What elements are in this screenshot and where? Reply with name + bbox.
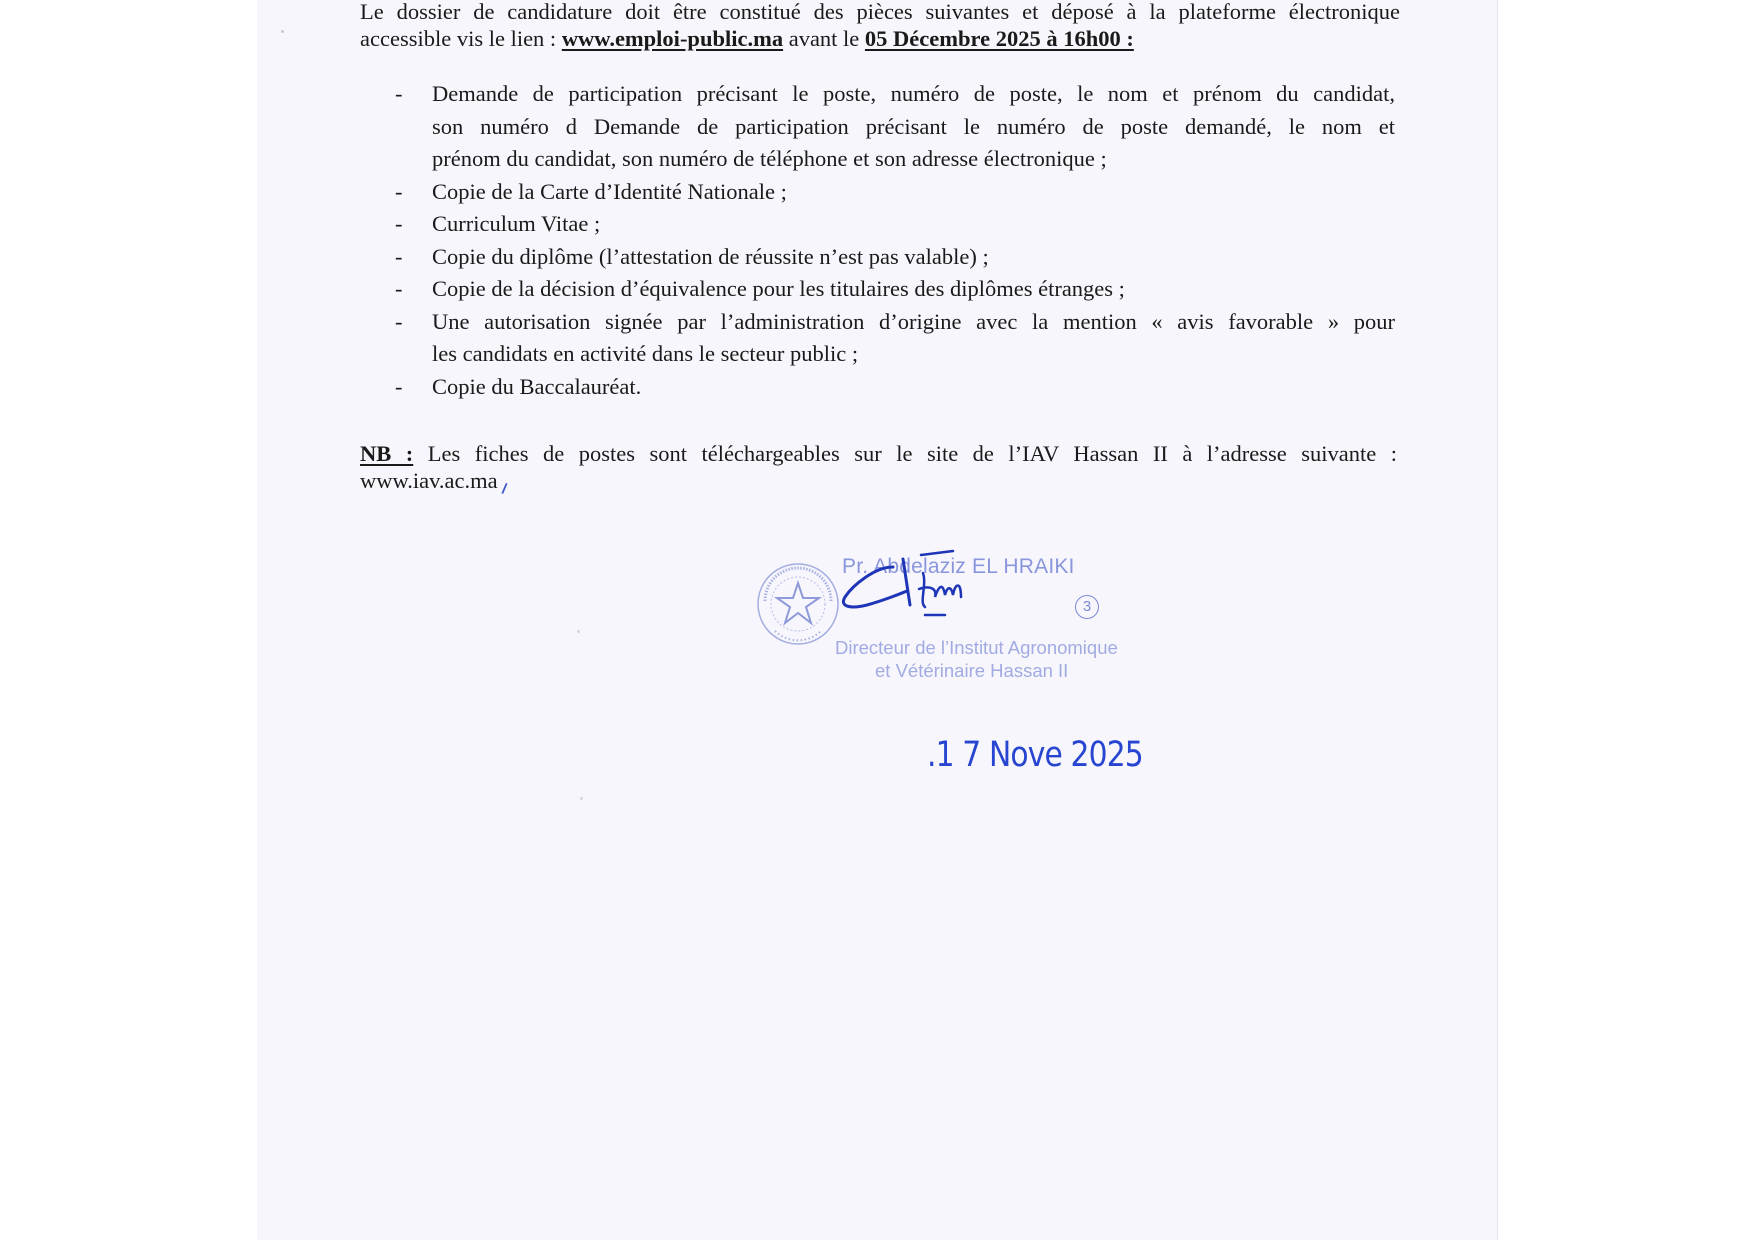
document-page bbox=[257, 0, 1498, 1240]
list-item-text: Curriculum Vitae ; bbox=[432, 211, 601, 236]
list-item-text: Copie du diplôme (l’attestation de réussite n’est pas valable) ; bbox=[432, 243, 989, 269]
list-item bbox=[395, 371, 1395, 404]
list-item-line: prénom du candidat, son numéro de téléphone et son adresse électronique ; bbox=[432, 146, 1107, 171]
handwritten-mark: ı bbox=[499, 474, 510, 500]
emploi-public-link[interactable]: www.emploi-public.ma bbox=[561, 26, 784, 51]
list-item bbox=[395, 208, 1395, 241]
number-badge: 3 bbox=[1075, 595, 1099, 619]
nb-label: NB : bbox=[360, 441, 414, 466]
scan-speck bbox=[580, 797, 583, 800]
list-item-line: les candidats en activité dans le secteur public ; bbox=[432, 341, 859, 366]
intro-line-1: Le dossier de candidature doit être constitué des pièces suivantes et déposé à la plateforme électronique bbox=[360, 0, 1400, 24]
list-item bbox=[395, 241, 1395, 274]
list-item bbox=[395, 78, 1395, 176]
intro-paragraph bbox=[360, 0, 1400, 52]
signature-block bbox=[755, 545, 1175, 685]
list-dash: - bbox=[395, 373, 403, 399]
list-item-line: Demande de participation précisant le poste, numéro de poste, le nom et prénom du candidat, bbox=[432, 81, 1395, 106]
date-stamp: .1 7 Nove 2025 bbox=[927, 735, 1143, 775]
list-dash: - bbox=[395, 81, 403, 106]
list-dash: - bbox=[395, 243, 403, 269]
list-item-line: Une autorisation signée par l’administration d’origine avec la mention « avis favorable » pour bbox=[432, 308, 1395, 334]
list-dash: - bbox=[395, 178, 403, 204]
intro-prefix: accessible vis le lien : bbox=[360, 26, 562, 51]
signatory-name: Pr. Abdelaziz EL HRAIKI bbox=[842, 555, 1075, 578]
deadline-text: 05 Décembre 2025 à 16h00 : bbox=[864, 26, 1134, 51]
list-dash: - bbox=[395, 276, 403, 301]
scan-speck bbox=[577, 630, 580, 633]
list-item bbox=[395, 306, 1395, 371]
scan-speck bbox=[281, 30, 284, 33]
list-dash: - bbox=[395, 211, 403, 236]
nb-line-1 bbox=[360, 440, 1397, 467]
list-item bbox=[395, 273, 1395, 306]
handwritten-signature-icon bbox=[815, 545, 1015, 625]
list-item-text: Copie du Baccalauréat. bbox=[432, 373, 642, 399]
list-dash: - bbox=[395, 308, 403, 334]
nb-text: Les fiches de postes sont téléchargeables sur le site de l’IAV Hassan II à l’adresse suivante : bbox=[413, 441, 1397, 466]
list-item bbox=[395, 176, 1395, 209]
list-item-text: Copie de la décision d’équivalence pour les titulaires des diplômes étranges ; bbox=[432, 276, 1125, 301]
intro-middle: avant le bbox=[783, 26, 865, 51]
nb-line-2 bbox=[360, 467, 1397, 500]
iav-website-link[interactable]: www.iav.ac.ma bbox=[360, 468, 498, 493]
list-item-line: son numéro d Demande de participation précisant le numéro de poste demandé, le nom et bbox=[432, 113, 1395, 139]
nb-note bbox=[360, 440, 1397, 500]
signatory-title-line-1: Directeur de l’Institut Agronomique bbox=[835, 637, 1118, 658]
required-documents-list bbox=[395, 78, 1395, 403]
list-item-text: Copie de la Carte d’Identité Nationale ; bbox=[432, 178, 787, 204]
intro-line-2 bbox=[360, 25, 1400, 52]
signatory-title-line-2: et Vétérinaire Hassan II bbox=[875, 660, 1069, 681]
